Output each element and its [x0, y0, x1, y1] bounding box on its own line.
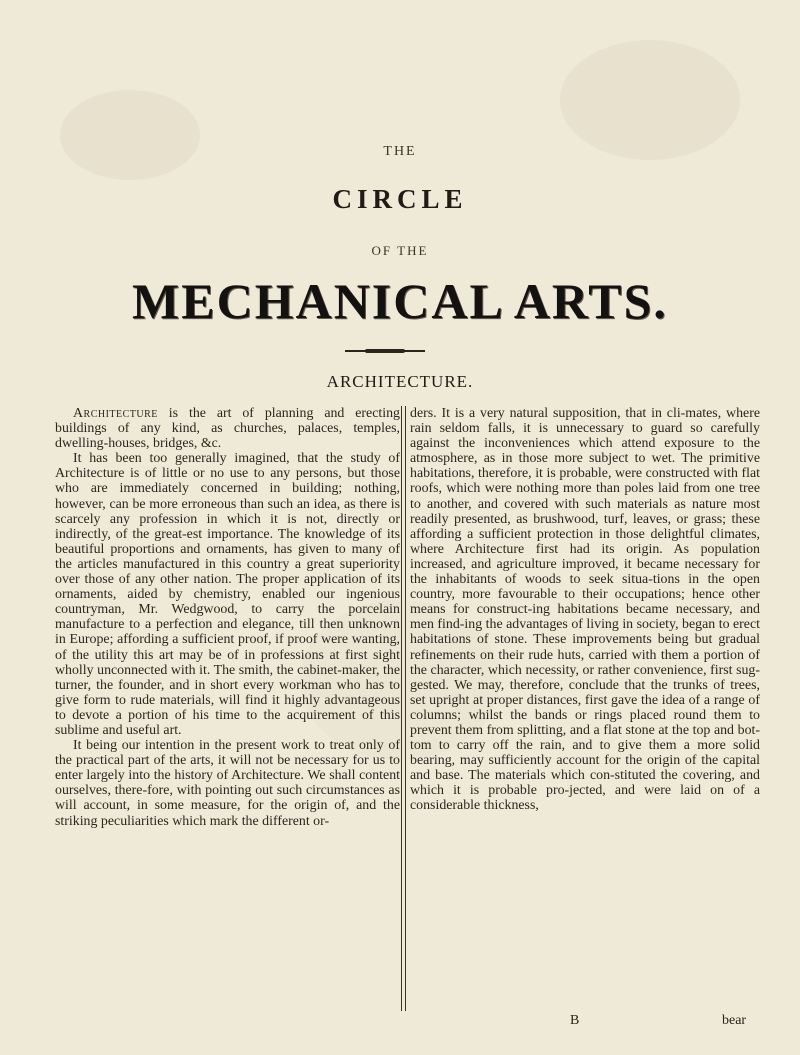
paragraph-3: It being our intention in the present work to treat only of the practical part of the arts, it will not be necessary for us to enter largely into the history of Architecture. We shall content ourselves, there-fore, with pointing out such circumstances as will account, in some measure, for the origin of, and the striking peculiarities which mark the different or- — [55, 738, 400, 829]
title-circle: CIRCLE — [332, 184, 468, 214]
paper-stain — [60, 90, 200, 180]
paragraph-1 — [55, 406, 400, 451]
paper-stain — [560, 40, 740, 160]
signature-mark: B — [570, 1013, 580, 1028]
right-column — [410, 406, 760, 814]
left-column — [55, 406, 400, 829]
paragraph-lead-word: Architecture — [73, 406, 158, 421]
title-the: THE — [383, 144, 417, 159]
title-mechanical-arts: MECHANICAL ARTS. — [132, 273, 668, 329]
section-heading: ARCHITECTURE. — [326, 372, 474, 391]
paragraph-1-text: is the art of planning and erecting buildings of any kind, as churches, palaces, temples, dwelling-houses, bridges, &c. — [55, 406, 400, 452]
column-divider — [405, 406, 406, 1011]
paragraph-4: ders. It is a very natural supposition, that in cli-mates, where rain seldom falls, it is unnecessary to guard so carefully against the inconveniences which attend exposure to the atmosphere, as in those more subject to wet. The primitive habitations, therefore, it is probable, were constructed with flat roofs, which were nothing more than poles laid from one tree to another, and covered with such materials as nature most readily presented, as brushwood, turf, leaves, or grass; these affording a sufficient protection in those delightful climates, where Architecture first had its origin. As population increased, and agriculture improved, it became necessary for the inhabitants of woods to seek situa-tions in the open country, more favourable to their occupations; hence other means for construct-ing habitations became necessary, and men find-ing the advantages of living in society, began to erect habitations of stone. These improvements being but gradual refinements on their rude huts, carried with them a portion of the character, which necessity, or rather convenience, first sug-gested. We may, therefore, conclude that the trunks of trees, set upright at proper distances, first gave the idea of a range of columns; whilst the bands or rings placed round them to prevent them from splitting, and a flat stone at the top and bot-tom to carry off the rain, and to give them a more solid bearing, may sufficiently account for the origin of the capital and base. The materials which con-stituted the covering, and which it is probable pro-jected, and were laid on of a considerable thickness, — [410, 406, 760, 814]
title-of-the: OF THE — [371, 243, 429, 258]
paragraph-2: It has been too generally imagined, that the study of Architecture is of little or no use to any persons, but those who are immediately concerned in building; nothing, however, can be more erroneous than such an idea, as there is scarcely any profession in which it is not, directly or indirectly, of the great-est importance. The knowledge of its beautiful proportions and ornaments, has given to many of the articles manufactured in this country a great superiority over those of any other nation. The proper application of its ornaments, aided by chemistry, enabled our ingenious countryman, Mr. Wedgwood, to carry the porcelain manufacture to a perfection and elegance, till then unknown in Europe; affording a sufficient proof, if proof were wanting, of the utility this art may be of in professions at first sight wholly unconnected with it. The smith, the cabinet-maker, the turner, the founder, and in short every workman who has to give form to rude materials, will find it highly advantageous to devote a portion of his time to the acquirement of this sublime and useful art. — [55, 451, 400, 738]
catchword: bear — [722, 1013, 747, 1028]
column-divider — [401, 406, 402, 1011]
ornamental-rule — [345, 350, 425, 352]
